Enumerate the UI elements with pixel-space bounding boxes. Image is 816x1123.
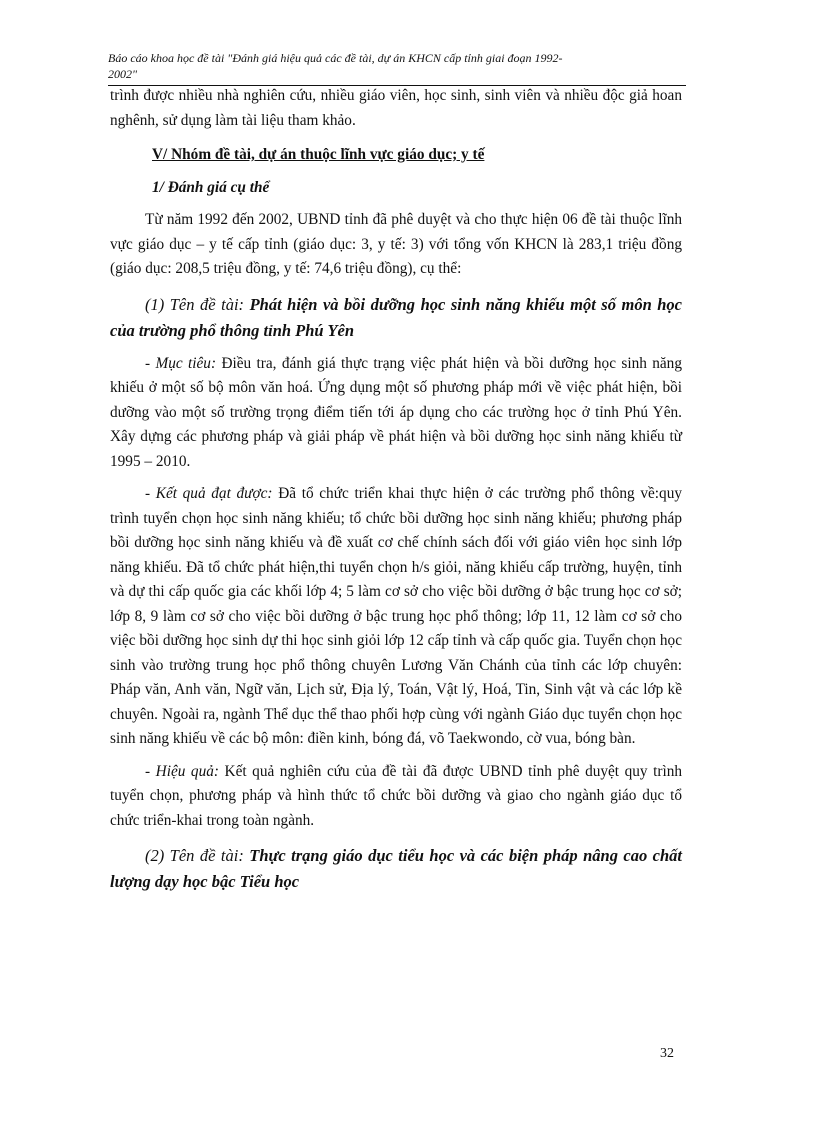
project-1-title: [110, 292, 682, 344]
project-1-name: Phát hiện và bồi dưỡng học sinh năng khiếu một số môn học của trường phổ thông tỉnh Phú Yên: [110, 294, 683, 340]
results-paragraph: [110, 482, 682, 752]
objective-paragraph: [110, 352, 682, 475]
objective-label: - Mục tiêu:: [145, 354, 217, 372]
project-2-title: [110, 843, 682, 895]
page-body: [110, 84, 682, 895]
effect-label: - Hiệu quả:: [145, 762, 219, 780]
header-line-2: 2002": [108, 67, 138, 81]
header-line-1: Báo cáo khoa học đề tài "Đánh giá hiệu quả các đề tài, dự án KHCN cấp tỉnh giai đoạn 1992-: [108, 51, 563, 65]
project-2-label: (2) Tên đề tài:: [145, 846, 244, 865]
page-number: 32: [660, 1046, 674, 1061]
running-header: [108, 50, 688, 82]
project-2-name: Thực trạng giáo dục tiểu học và các biện pháp nâng cao chất lượng dạy học bậc Tiểu học: [110, 846, 682, 891]
objective-text: Điều tra, đánh giá thực trạng việc phát hiện và bồi dưỡng học sinh năng khiếu ở một số bộ môn văn hoá. Ứng dụng một số phương pháp mới về việc phát hiện, bồi dưỡng vào một số trường trọng điểm tiến tới áp dụng cho các trường học ở tỉnh Phú Yên. Xây dựng các phương pháp và giải pháp về phát hiện và bồi dưỡng học sinh năng khiếu từ 1995 – 2010.: [110, 354, 682, 470]
effect-paragraph: [110, 760, 682, 834]
project-1-label: (1) Tên đề tài:: [145, 294, 245, 314]
section-heading: V/ Nhóm đề tài, dự án thuộc lĩnh vực giáo dục; y tế: [152, 146, 485, 163]
effect-text: Kết quả nghiên cứu của đề tài đã được UBND tỉnh phê duyệt quy trình tuyển chọn, phương pháp và hình thức tổ chức bồi dưỡng và giao cho ngành giáo dục tổ chức triển-khai trong toàn ngành.: [110, 762, 682, 829]
results-label: - Kết quả đạt được:: [145, 485, 273, 502]
subsection-heading: 1/ Đánh giá cụ thể: [152, 178, 270, 196]
overview-paragraph: Từ năm 1992 đến 2002, UBND tỉnh đã phê duyệt và cho thực hiện 06 đề tài thuộc lĩnh vực giáo dục – y tế cấp tỉnh (giáo dục: 3, y tế: 3) với tổng vốn KHCN là 283,1 triệu đồng (giáo dục: 208,5 triệu đồng, y tế: 74,6 triệu đồng), cụ thể:: [110, 211, 682, 277]
results-text: Đã tổ chức triển khai thực hiện ở các trường phổ thông về:quy trình tuyển chọn học sinh năng khiếu; tổ chức bồi dưỡng học sinh năng khiếu; phương pháp bồi dưỡng học sinh năng khiếu và đề xuất cơ chế chính sách đối với giáo viên học sinh lớp năng khiếu. Đã tổ chức phát hiện,thi tuyển chọn h/s giỏi, năng khiếu cấp trường, huyện, tỉnh và dự thi cấp quốc gia các khối lớp 4; 5 làm cơ sở cho việc bồi dưỡng ở bậc trung học cơ sở; lớp 8, 9 làm cơ sở cho việc bồi dưỡng ở bậc trung học phổ thông; lớp 11, 12 làm cơ sở cho việc bồi dưỡng học sinh dự thi học sinh giỏi lớp 12 cấp tỉnh và cấp quốc gia. Tuyển chọn học sinh vào trường trung học phổ thông chuyên Lương Văn Chánh của tỉnh các lớp chuyên: Pháp văn, Anh văn, Ngữ văn, Lịch sử, Địa lý, Toán, Vật lý, Hoá, Tin, Sinh vật và các lớp kề chuyên. Ngoài ra, ngành Thể dục thể thao phối hợp cùng với ngành Giáo dục tuyển chọn học sinh năng khiếu về các bộ môn: điền kinh, bóng đá, võ Taekwondo, cờ vua, bóng bàn.: [110, 485, 683, 747]
intro-continuation: trình được nhiều nhà nghiên cứu, nhiều giáo viên, học sinh, sinh viên và nhiều độc giả hoan nghênh, sử dụng làm tài liệu tham khảo.: [110, 87, 682, 129]
